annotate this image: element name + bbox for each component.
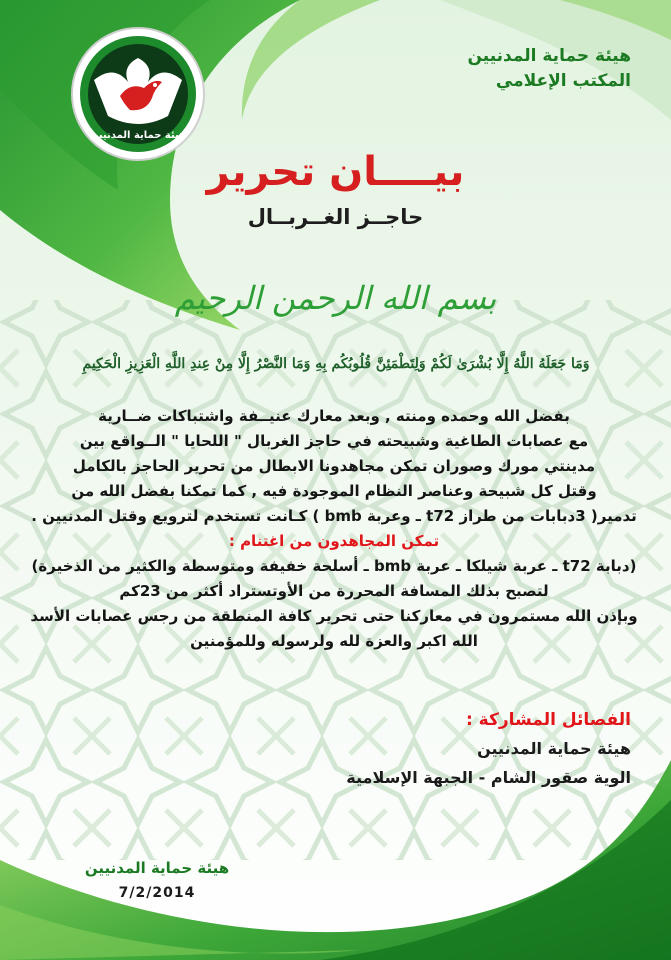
document-title: بيــــان تحرير <box>206 149 465 195</box>
quran-verse: وَمَا جَعَلَهُ اللَّهُ إِلَّا بُشْرَىٰ لَكُمْ وَلِتَطْمَئِنَّ قُلُوبُكُم بِهِ وَمَا النَّصْرُ إِلَّا مِنْ عِندِ اللَّهِ الْعَزِيزِ الْحَكِيمِ <box>82 356 590 372</box>
body-line: مدينتي مورك وصوران تمكن مجاهدونا الابطال من تحرير الحاجز بالكامل <box>72 457 596 475</box>
statement-body <box>19 404 649 654</box>
faction-item: الوية صقور الشام - الجبهة الإسلامية <box>346 768 631 787</box>
body-line: الله اكبر والعزة لله ولرسوله وللمؤمنين <box>190 632 478 650</box>
body-line: لتصبح بذلك المسافة المحررة من الأوتستراد أكثر من 23كم <box>119 582 549 600</box>
organization-logo <box>68 24 208 164</box>
body-line: بفضل الله وحمده ومنته , وبعد معارك عنيــفة واشتباكات ضــارية <box>98 407 570 425</box>
logo-ring-text: هيئة حماية المدنيين <box>89 130 187 141</box>
body-line: وقتل كل شبيحة وعناصر النظام الموجودة فيه , كما تمكنا بفضل الله من <box>71 482 597 500</box>
factions-heading: الفصائل المشاركة : <box>465 710 631 730</box>
footer-date: 7/2/2014 <box>118 885 196 901</box>
document-subtitle: حاجــز الغــربــال <box>247 205 424 229</box>
org-name: هيئة حماية المدنيين <box>467 46 631 66</box>
body-line: مع عصابات الطاغية وشبيحته في حاجز الغربال " اللحايا " الــواقع بين <box>79 432 589 450</box>
footer-org-name: هيئة حماية المدنيين <box>84 859 230 877</box>
spoils-heading: تمكن المجاهدون من اغتنام : <box>228 532 440 550</box>
body-line: تدمير( 3دبابات من طراز t72 ـ وعربة bmb ) كـانت تستخدم لترويع وقتل المدنيين . <box>31 507 637 525</box>
basmala-calligraphy: بسم الله الرحمن الرحيم <box>174 279 497 317</box>
org-header <box>371 44 631 94</box>
media-office: المكتب الإعلامي <box>495 71 631 91</box>
body-line: (دبابة t72 ـ عربة شيلكا ـ عربة bmb ـ أسلحة خفيفة ومتوسطة والكثير من الذخيرة) <box>31 557 637 575</box>
participating-factions <box>171 706 631 792</box>
body-line: وبإذن الله مستمرون في معاركنا حتى تحرير كافة المنطقة من رجس عصابات الأسد <box>30 607 638 625</box>
faction-item: هيئة حماية المدنيين <box>477 739 631 758</box>
